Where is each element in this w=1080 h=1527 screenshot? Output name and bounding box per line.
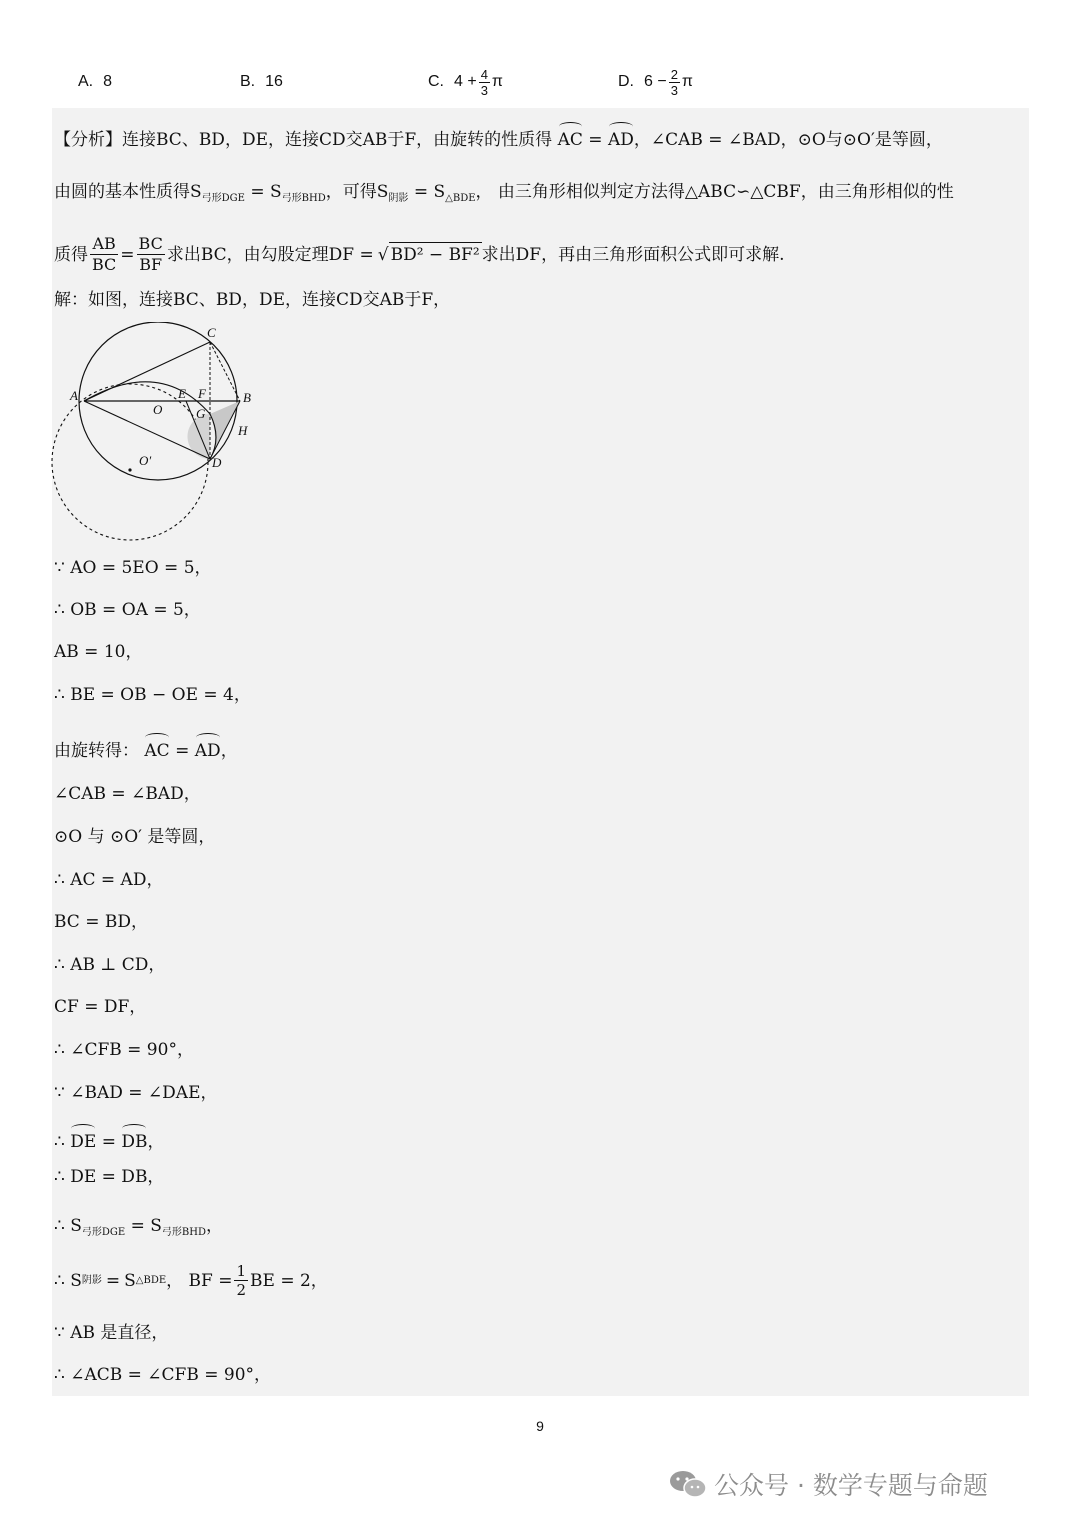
arc-db: DB xyxy=(121,1126,147,1154)
option-letter: A. xyxy=(78,73,94,90)
step-15: ∴ DE = DB， xyxy=(54,1167,165,1187)
arc-ac: AC xyxy=(144,735,169,763)
option-a xyxy=(78,60,112,104)
step-2: ∴ OB = OA = 5， xyxy=(54,600,201,620)
fraction-denominator: 3 xyxy=(480,82,488,98)
arc-de: DE xyxy=(70,1126,96,1154)
option-value: 8 xyxy=(103,73,113,90)
equals-sign: = xyxy=(413,182,429,202)
geometry-figure xyxy=(50,322,270,547)
fraction-denominator: BF xyxy=(139,255,163,274)
option-fraction xyxy=(479,67,490,98)
option-value: 16 xyxy=(265,73,283,90)
segment-ac xyxy=(84,342,210,401)
step-3: AB = 10， xyxy=(54,642,143,662)
step-11: CF = DF， xyxy=(54,997,147,1017)
ratio-fraction xyxy=(90,234,118,275)
option-b xyxy=(240,60,283,104)
arc-ad: AD xyxy=(195,735,221,763)
fraction-numerator: 2 xyxy=(670,66,678,82)
solution-intro: 解：如图，连接BC、BD，DE，连接CD交AB于F， xyxy=(54,290,451,310)
option-c xyxy=(428,60,503,104)
step-17: ∴ S 阴影 = S △BDE ， BF = $\frac{1}{2}$ BE = 2， xyxy=(54,1262,328,1299)
equals-sign: = xyxy=(588,130,603,150)
equals-sign: = xyxy=(105,1270,121,1291)
page-number: 9 xyxy=(536,1418,544,1434)
step-18: ∵ AB 是直径， xyxy=(54,1323,169,1343)
segment-cb xyxy=(210,342,240,401)
step-8: ∴ AC = AD， xyxy=(54,870,164,890)
step-5: 由旋转得： AC = AD， xyxy=(54,735,238,763)
subscript: 弓形BHD xyxy=(161,1227,206,1238)
analysis-text: 求出DF，再由三角形面积公式即可求解. xyxy=(481,244,785,265)
step-10: ∴ AB ⊥ CD， xyxy=(54,955,166,975)
analysis-text: 连接BC、BD，DE，连接CD交AB于F，由旋转的性质得 xyxy=(122,130,553,150)
label-a: A xyxy=(70,388,78,403)
ratio-fraction xyxy=(137,234,165,275)
analysis-text: ， 由三角形相似判定方法得△ABC∽△CBF，由三角形相似的性 xyxy=(475,182,954,202)
label-e: E xyxy=(178,386,186,401)
arc-ad: AD xyxy=(608,124,634,152)
option-suffix: π xyxy=(681,73,693,90)
option-fraction xyxy=(669,67,680,98)
label-b: B xyxy=(243,390,251,405)
option-letter: D. xyxy=(618,73,634,90)
option-prefix: 4 + xyxy=(454,73,477,90)
step-text: ∴ S xyxy=(54,1270,82,1291)
fraction-numerator: 1 xyxy=(236,1262,247,1280)
equals-sign: = xyxy=(250,182,265,202)
label-g: G xyxy=(196,406,206,421)
step-13: ∵ ∠BAD = ∠DAE， xyxy=(54,1083,218,1103)
option-d xyxy=(618,60,693,104)
fraction-numerator: AB xyxy=(92,234,116,253)
label-o-prime: O′ xyxy=(139,453,152,468)
step-7: ⊙O 与 ⊙O′ 是等圆， xyxy=(54,827,216,847)
analysis-line-2: 由圆的基本性质得$S_{弓形DGE} = S_{弓形BHD}$，可得$S_{阴影} = S_{\triangle BDE}$， 由三角形相似判定方法得△ABC∽△CBF，由三角形相似的性 xyxy=(54,182,954,204)
subscript: 弓形DGE xyxy=(81,1227,126,1238)
fraction-numerator: 4 xyxy=(480,66,488,82)
equals-sign: = xyxy=(101,1132,116,1152)
fraction-denominator: BC xyxy=(92,255,117,274)
equals-sign: = xyxy=(175,741,190,761)
option-letter: C. xyxy=(428,73,444,90)
fraction-denominator: 3 xyxy=(670,82,678,98)
analysis-text: 质得 xyxy=(54,244,88,265)
label-c: C xyxy=(207,325,216,340)
step-1: ∵ AO = 5EO = 5， xyxy=(54,558,212,578)
step-19: ∴ ∠ACB = ∠CFB = 90°， xyxy=(54,1365,272,1385)
analysis-text: 由圆的基本性质得S xyxy=(54,182,202,202)
equals-sign: = xyxy=(120,244,135,265)
option-suffix: π xyxy=(491,73,503,90)
half-fraction xyxy=(234,1262,248,1299)
step-9: BC = BD， xyxy=(54,912,148,932)
subscript: 阴影 xyxy=(388,193,409,204)
step-text: BE = 2， xyxy=(250,1270,328,1291)
watermark xyxy=(668,1466,988,1502)
watermark-text: 公众号 · 数学专题与命题 xyxy=(714,1471,988,1500)
step-6: ∠CAB = ∠BAD， xyxy=(54,784,201,804)
step-16: ∴ $S_{弓形DGE} = S_{弓形BHD}$， xyxy=(54,1216,223,1238)
analysis-text: ，∠CAB = ∠BAD，⊙O与⊙O′是等圆， xyxy=(633,130,943,150)
analysis-tag: 【分析】 xyxy=(54,130,122,150)
equals-sign: = xyxy=(130,1216,145,1236)
wechat-icon xyxy=(668,1469,708,1499)
step-text: ∴ xyxy=(54,1132,71,1152)
subscript: 弓形DGE xyxy=(201,193,245,204)
sqrt-expression: BD² − BF² xyxy=(389,242,482,267)
label-h: H xyxy=(238,423,248,438)
label-f: F xyxy=(198,386,206,401)
step-14: ∴ DE = DB， xyxy=(54,1126,164,1154)
point-o-prime xyxy=(128,468,131,471)
analysis-line-1 xyxy=(54,124,943,152)
fraction-numerator: BC xyxy=(138,234,163,253)
fraction-denominator: 2 xyxy=(236,1281,247,1299)
subscript: 阴影 xyxy=(81,1274,102,1286)
analysis-text: ，可得S xyxy=(325,182,389,202)
option-letter: B. xyxy=(240,73,256,90)
arc-ac: AC xyxy=(558,124,583,152)
step-text: ∴ S xyxy=(54,1216,82,1236)
subscript: 弓形BHD xyxy=(281,193,326,204)
option-prefix: 6 − xyxy=(644,73,667,90)
step-12: ∴ ∠CFB = 90°， xyxy=(54,1040,194,1060)
analysis-text: 求出BC，由勾股定理DF = xyxy=(166,244,374,265)
label-d: D xyxy=(212,455,222,470)
step-4: ∴ BE = OB − OE = 4， xyxy=(54,685,251,705)
label-o: O xyxy=(153,402,163,417)
circle-o-prime xyxy=(52,384,208,540)
subscript: △BDE xyxy=(135,1274,167,1286)
step-text: ， BF = xyxy=(166,1270,233,1291)
analysis-line-3: 质得 $\frac{AB}{BC}$ = $\frac{BC}{BF}$ 求出BC，由勾股定理DF = √ BD² − BF² 求出DF，再由三角形面积公式即可求解. xyxy=(54,234,785,274)
answer-options xyxy=(78,60,778,104)
subscript: △BDE xyxy=(445,193,476,204)
step-text: 由旋转得： xyxy=(54,741,139,761)
